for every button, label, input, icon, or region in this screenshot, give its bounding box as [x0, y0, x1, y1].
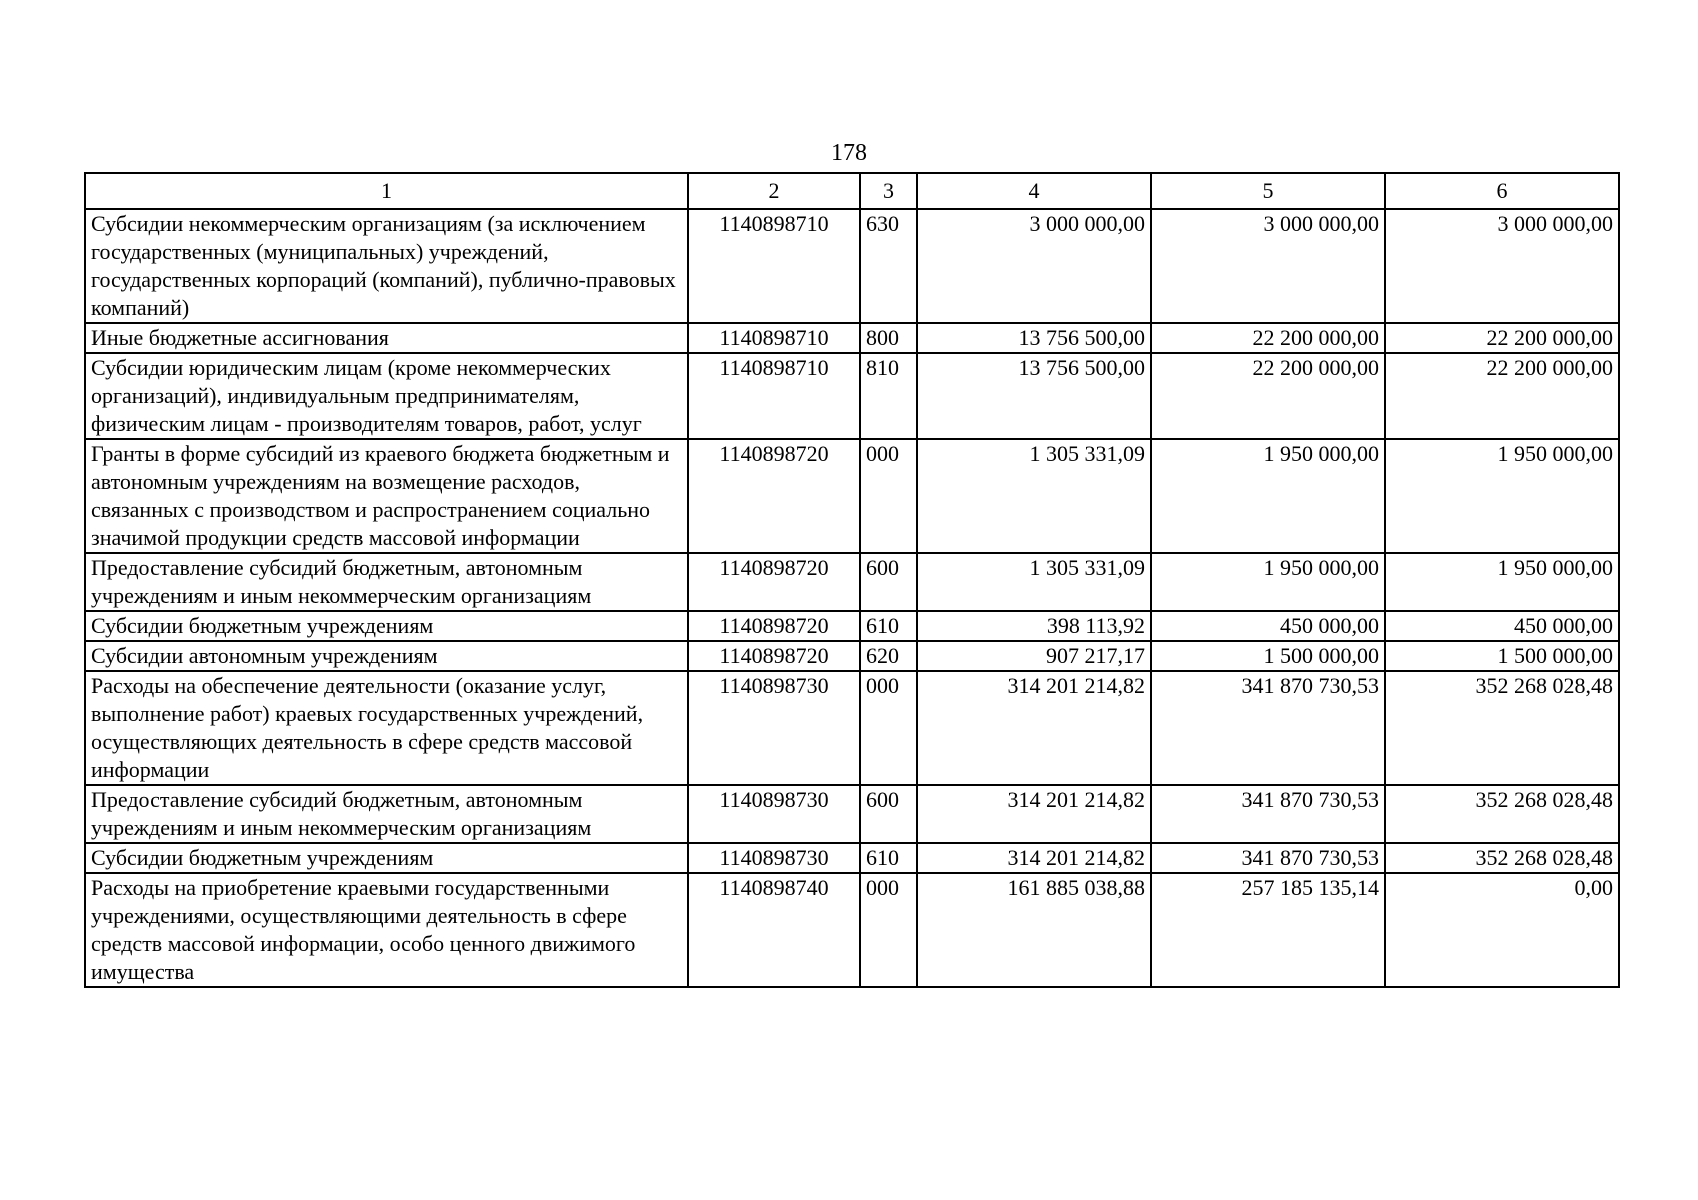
row-csr-cell: 1140898720 — [688, 641, 860, 671]
row-csr-cell: 1140898730 — [688, 671, 860, 785]
table-body — [85, 209, 1619, 987]
row-value-col6: 1 950 000,00 — [1385, 439, 1619, 553]
row-name-cell: Предоставление субсидий бюджетным, автономным учреждениям и иным некоммерческим организациям — [85, 785, 688, 843]
row-value-col5: 1 500 000,00 — [1151, 641, 1385, 671]
table-row — [85, 873, 1619, 987]
row-name-cell: Расходы на приобретение краевыми государственными учреждениями, осуществляющими деятельность в сфере средств массовой информации, особо ценного движимого имущества — [85, 873, 688, 987]
row-value-col6: 352 268 028,48 — [1385, 785, 1619, 843]
row-value-col6: 22 200 000,00 — [1385, 353, 1619, 439]
row-value-col4: 907 217,17 — [917, 641, 1151, 671]
row-value-col6: 450 000,00 — [1385, 611, 1619, 641]
row-value-col6: 0,00 — [1385, 873, 1619, 987]
row-vr-cell: 600 — [860, 785, 917, 843]
row-value-col6: 22 200 000,00 — [1385, 323, 1619, 353]
row-vr-cell: 000 — [860, 671, 917, 785]
row-value-col6: 352 268 028,48 — [1385, 671, 1619, 785]
row-name-cell: Гранты в форме субсидий из краевого бюджета бюджетным и автономным учреждениям на возмещение расходов, связанных с производством и распространением социально значимой продукции средств массовой информации — [85, 439, 688, 553]
row-value-col5: 22 200 000,00 — [1151, 353, 1385, 439]
row-vr-cell: 800 — [860, 323, 917, 353]
row-value-col4: 1 305 331,09 — [917, 439, 1151, 553]
row-csr-cell: 1140898720 — [688, 553, 860, 611]
row-vr-cell: 630 — [860, 209, 917, 323]
table-row — [85, 323, 1619, 353]
row-value-col4: 1 305 331,09 — [917, 553, 1151, 611]
row-csr-cell: 1140898740 — [688, 873, 860, 987]
row-csr-cell: 1140898710 — [688, 353, 860, 439]
row-csr-cell: 1140898720 — [688, 611, 860, 641]
row-name-cell: Предоставление субсидий бюджетным, автономным учреждениям и иным некоммерческим организациям — [85, 553, 688, 611]
table-row — [85, 439, 1619, 553]
row-vr-cell: 000 — [860, 873, 917, 987]
header-col-1: 1 — [85, 173, 688, 209]
row-csr-cell: 1140898710 — [688, 209, 860, 323]
row-value-col4: 13 756 500,00 — [917, 323, 1151, 353]
row-vr-cell: 610 — [860, 611, 917, 641]
row-value-col5: 341 870 730,53 — [1151, 843, 1385, 873]
row-value-col5: 1 950 000,00 — [1151, 553, 1385, 611]
header-col-2: 2 — [688, 173, 860, 209]
row-value-col4: 314 201 214,82 — [917, 671, 1151, 785]
header-col-5: 5 — [1151, 173, 1385, 209]
row-csr-cell: 1140898720 — [688, 439, 860, 553]
row-name-cell: Иные бюджетные ассигнования — [85, 323, 688, 353]
table-row — [85, 785, 1619, 843]
row-vr-cell: 620 — [860, 641, 917, 671]
row-value-col5: 257 185 135,14 — [1151, 873, 1385, 987]
table-row — [85, 553, 1619, 611]
row-csr-cell: 1140898710 — [688, 323, 860, 353]
row-value-col4: 3 000 000,00 — [917, 209, 1151, 323]
row-value-col5: 341 870 730,53 — [1151, 671, 1385, 785]
row-vr-cell: 610 — [860, 843, 917, 873]
row-value-col5: 3 000 000,00 — [1151, 209, 1385, 323]
table-row — [85, 641, 1619, 671]
budget-table — [84, 172, 1620, 988]
header-col-6: 6 — [1385, 173, 1619, 209]
row-vr-cell: 810 — [860, 353, 917, 439]
row-name-cell: Субсидии юридическим лицам (кроме некоммерческих организаций), индивидуальным предпринимателям, физическим лицам - производителям товаров, работ, услуг — [85, 353, 688, 439]
table-row — [85, 353, 1619, 439]
table-row — [85, 209, 1619, 323]
header-col-3: 3 — [860, 173, 917, 209]
table-header-row — [85, 173, 1619, 209]
row-value-col6: 352 268 028,48 — [1385, 843, 1619, 873]
row-value-col4: 161 885 038,88 — [917, 873, 1151, 987]
header-col-4: 4 — [917, 173, 1151, 209]
row-vr-cell: 600 — [860, 553, 917, 611]
row-value-col4: 314 201 214,82 — [917, 843, 1151, 873]
row-value-col5: 1 950 000,00 — [1151, 439, 1385, 553]
table-row — [85, 843, 1619, 873]
row-value-col6: 1 500 000,00 — [1385, 641, 1619, 671]
row-name-cell: Расходы на обеспечение деятельности (оказание услуг, выполнение работ) краевых государственных учреждений, осуществляющих деятельность в сфере средств массовой информации — [85, 671, 688, 785]
row-name-cell: Субсидии бюджетным учреждениям — [85, 611, 688, 641]
row-value-col4: 398 113,92 — [917, 611, 1151, 641]
row-csr-cell: 1140898730 — [688, 785, 860, 843]
row-csr-cell: 1140898730 — [688, 843, 860, 873]
row-value-col6: 1 950 000,00 — [1385, 553, 1619, 611]
row-name-cell: Субсидии некоммерческим организациям (за исключением государственных (муниципальных) учреждений, государственных корпораций (компаний), публично-правовых компаний) — [85, 209, 688, 323]
row-value-col5: 22 200 000,00 — [1151, 323, 1385, 353]
table-row — [85, 671, 1619, 785]
row-name-cell: Субсидии бюджетным учреждениям — [85, 843, 688, 873]
row-value-col6: 3 000 000,00 — [1385, 209, 1619, 323]
row-vr-cell: 000 — [860, 439, 917, 553]
row-value-col4: 314 201 214,82 — [917, 785, 1151, 843]
page-number: 178 — [831, 140, 867, 166]
row-value-col5: 341 870 730,53 — [1151, 785, 1385, 843]
row-value-col5: 450 000,00 — [1151, 611, 1385, 641]
row-name-cell: Субсидии автономным учреждениям — [85, 641, 688, 671]
table-row — [85, 611, 1619, 641]
row-value-col4: 13 756 500,00 — [917, 353, 1151, 439]
